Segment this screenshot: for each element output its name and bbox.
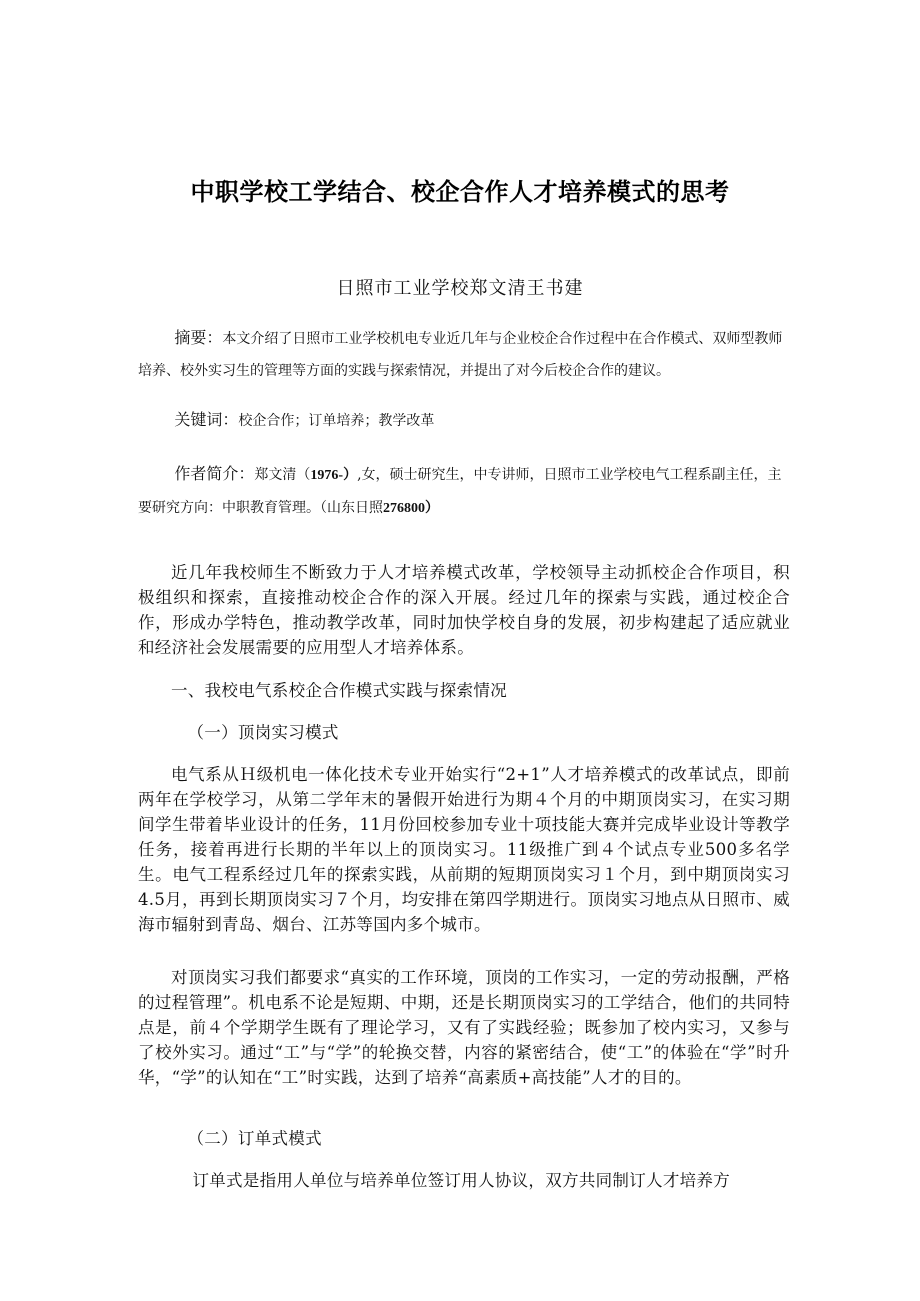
subsection-heading-2: （二）订单式模式 bbox=[187, 1129, 322, 1148]
abstract-label: 摘要： bbox=[174, 328, 223, 347]
bio-text-b: ,女，硕士研究生，中专讲师，日照市工业学校电气工程系副主任，主要研究方向：中职教育管理。（山东日照 bbox=[138, 467, 782, 516]
document-title: 中职学校工学结合、校企合作人才培养模式的思考 bbox=[190, 178, 730, 206]
subsection-heading-1: （一）顶岗实习模式 bbox=[187, 723, 339, 742]
section-heading-1: 一、我校电气系校企合作模式实践与探索情况 bbox=[171, 681, 507, 700]
keywords-section bbox=[138, 404, 790, 437]
author-bio-section bbox=[138, 458, 790, 525]
paragraph-intro: 近几年我校师生不断致力于人才培养模式改革，学校领导主动抓校企合作项目，积极组织和探索，直接推动校企合作的深入开展。经过几年的探索与实践，通过校企合作，形成办学特色，推动教学改革，同时加快学校自身的发展，初步构建起了适应就业和经济社会发展需要的应用型人才培养体系。 bbox=[138, 563, 790, 657]
paragraph-internship: 电气系从Ｈ级机电一体化技术专业开始实行“2+1”人才培养模式的改革试点，即前两年在学校学习，从第二学年末的暑假开始进行为期４个月的中期顶岗实习，在实习期间学生带着毕业设计的任务，11月份回校参加专业十项技能大赛并完成毕业设计等教学任务，接着再进行长期的半年以上的顶岗实习。11级推广到４个试点专业500多名学生。电气工程系经过几年的探索实践，从前期的短期顶岗实习１个月，到中期顶岗实习4.5月，再到长期顶岗实习７个月，均安排在第四学期进行。顶岗实习地点从日照市、威海市辐射到青岛、烟台、江苏等国内多个城市。 bbox=[138, 765, 790, 934]
bio-postcode: 276800） bbox=[383, 501, 439, 516]
bio-years: 1976-） bbox=[310, 468, 358, 483]
keywords-text: 校企合作；订单培养；教学改革 bbox=[238, 413, 435, 429]
abstract-section bbox=[138, 322, 790, 387]
authors-line: 日照市工业学校郑文清王书建 bbox=[336, 278, 584, 299]
paragraph-order-mode: 订单式是指用人单位与培养单位签订用人协议，双方共同制订人才培养方 bbox=[192, 1171, 731, 1190]
abstract-text: 本文介绍了日照市工业学校机电专业近几年与企业校企合作过程中在合作模式、双师型教师培养、校外实习生的管理等方面的实践与探索情况，并提出了对今后校企合作的建议。 bbox=[138, 331, 783, 379]
bio-label: 作者简介： bbox=[174, 464, 255, 483]
bio-text-a: 郑文清（ bbox=[254, 467, 311, 483]
paragraph-requirements: 对顶岗实习我们都要求“真实的工作环境，顶岗的工作实习，一定的劳动报酬，严格的过程管理”。机电系不论是短期、中期，还是长期顶岗实习的工学结合，他们的共同特点是，前４个学期学生既有了理论学习，又有了实践经验；既参加了校内实习，又参与了校外实习。通过“工”与“学”的轮换交替，内容的紧密结合，使“工”的体验在“学”时升华，“学”的认知在“工”时实践，达到了培养“高素质+高技能”人才的目的。 bbox=[138, 968, 790, 1087]
keywords-label: 关键词： bbox=[174, 410, 239, 429]
